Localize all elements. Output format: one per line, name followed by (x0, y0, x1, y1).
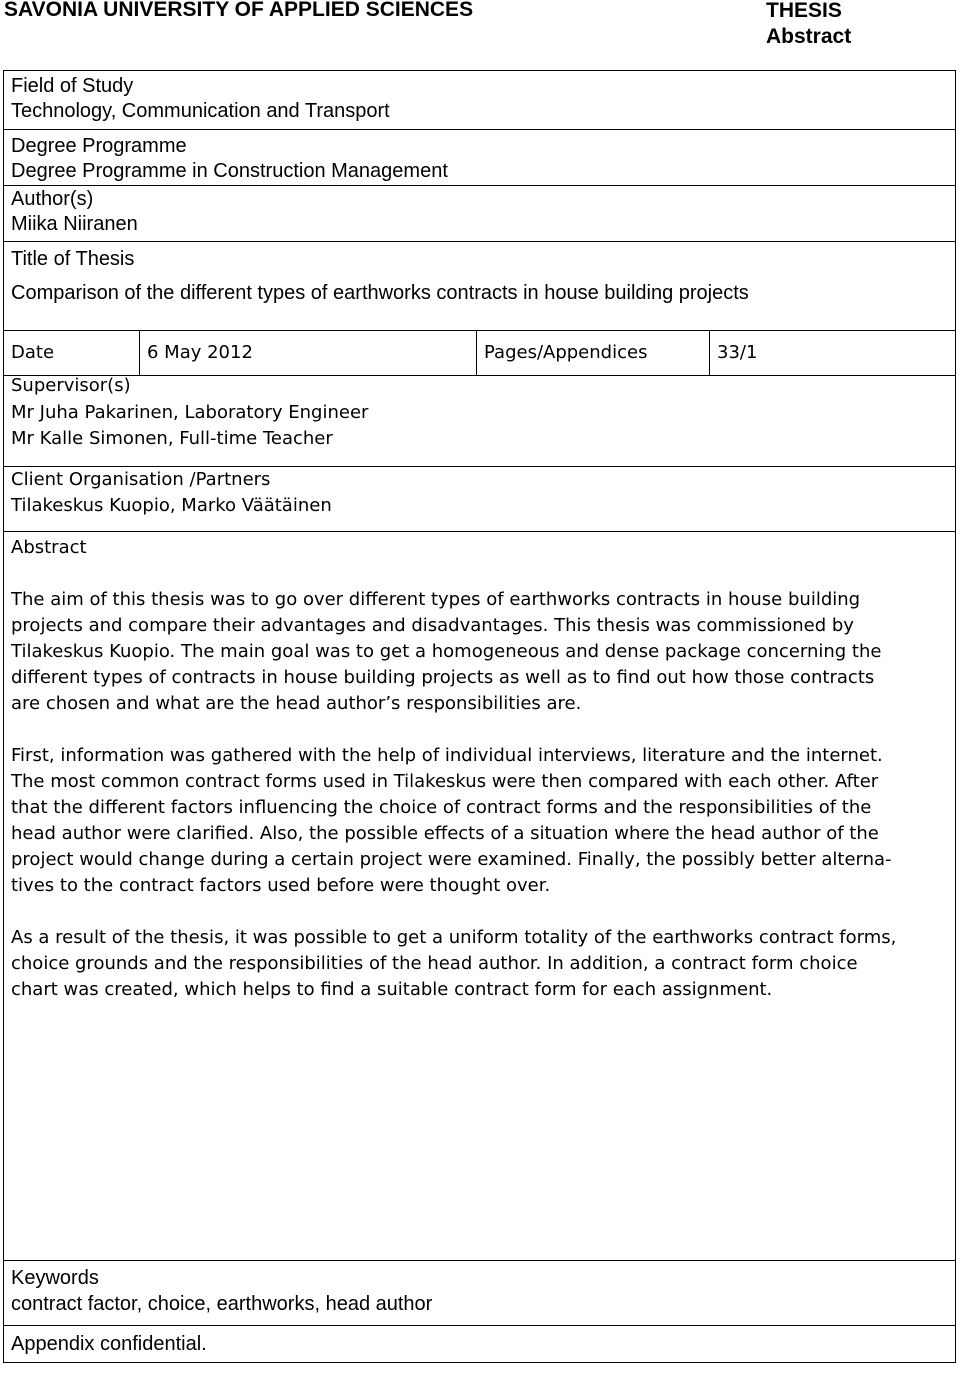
client-section (3, 466, 956, 532)
confidential-note: Appendix confidential. (11, 1333, 207, 1355)
supervisors-section (3, 375, 956, 467)
degree-programme-section (3, 129, 956, 186)
date-value: 6 May 2012 (147, 342, 253, 363)
date-label: Date (11, 342, 55, 363)
abstract-section (3, 531, 956, 1261)
keywords-section (3, 1260, 956, 1326)
client-label: Client Organisation /Partners (11, 469, 271, 490)
document-type (766, 0, 851, 50)
abstract-line: projects and compare their advantages and disadvantages. This thesis was commissioned by (11, 615, 854, 636)
abstract-line: choice grounds and the responsibilities of the head author. In addition, a contract form choice (11, 953, 858, 974)
abstract-paragraph (11, 587, 951, 717)
field-of-study-value: Technology, Communication and Transport (11, 100, 390, 122)
abstract-line: tives to the contract factors used before were thought over. (11, 875, 551, 896)
abstract-label: Abstract (11, 537, 87, 558)
supervisor-2: Mr Kalle Simonen, Full-time Teacher (11, 428, 333, 449)
doc-type-label: THESIS (766, 0, 842, 22)
abstract-line: First, information was gathered with the help of individual interviews, literature and the internet. (11, 745, 883, 766)
pages-value-cell (710, 331, 955, 375)
date-label-cell (4, 331, 140, 375)
abstract-line: chart was created, which helps to find a suitable contract form for each assignment. (11, 979, 773, 1000)
thesis-title-section (3, 241, 956, 331)
date-value-cell (140, 331, 477, 375)
supervisor-1: Mr Juha Pakarinen, Laboratory Engineer (11, 402, 369, 423)
abstract-body (11, 587, 951, 1029)
abstract-line: Tilakeskus Kuopio. The main goal was to get a homogeneous and dense package concerning the (11, 641, 882, 662)
abstract-line: The most common contract forms used in Tilakeskus were then compared with each other. After (11, 771, 879, 792)
field-of-study-label: Field of Study (11, 75, 134, 97)
author-label: Author(s) (11, 188, 94, 210)
abstract-paragraph (11, 743, 951, 899)
university-name: SAVONIA UNIVERSITY OF APPLIED SCIENCES (4, 0, 474, 21)
degree-programme-value: Degree Programme in Construction Management (11, 160, 448, 182)
keywords-value: contract factor, choice, earthworks, head author (11, 1293, 433, 1315)
abstract-line: project would change during a certain project were examined. Finally, the possibly better alterna- (11, 849, 892, 870)
abstract-line: As a result of the thesis, it was possible to get a uniform totality of the earthworks contract forms, (11, 927, 897, 948)
abstract-line: The aim of this thesis was to go over different types of earthworks contracts in house building (11, 589, 861, 610)
date-pages-row (3, 330, 956, 376)
client-value: Tilakeskus Kuopio, Marko Väätäinen (11, 495, 332, 516)
keywords-label: Keywords (11, 1267, 99, 1289)
supervisors-label: Supervisor(s) (11, 375, 131, 396)
page-header (0, 0, 960, 70)
abstract-paragraph (11, 925, 951, 1003)
abstract-line: different types of contracts in house building projects as well as to find out how those contracts (11, 667, 875, 688)
abstract-line: are chosen and what are the head author’s responsibilities are. (11, 693, 582, 714)
pages-value: 33/1 (717, 342, 758, 363)
degree-programme-label: Degree Programme (11, 135, 187, 157)
field-of-study-section (3, 70, 956, 130)
thesis-title-label: Title of Thesis (11, 248, 135, 270)
author-section (3, 185, 956, 242)
abstract-line: head author were clarified. Also, the possible effects of a situation where the head author of the (11, 823, 879, 844)
abstract-line: that the different factors influencing the choice of contract forms and the responsibilities of the (11, 797, 872, 818)
pages-label: Pages/Appendices (484, 342, 648, 363)
confidential-section (3, 1325, 956, 1363)
thesis-title-value: Comparison of the different types of earthworks contracts in house building projects (11, 282, 749, 304)
pages-label-cell (477, 331, 710, 375)
doc-subtype-label: Abstract (766, 25, 852, 48)
author-value: Miika Niiranen (11, 213, 138, 235)
